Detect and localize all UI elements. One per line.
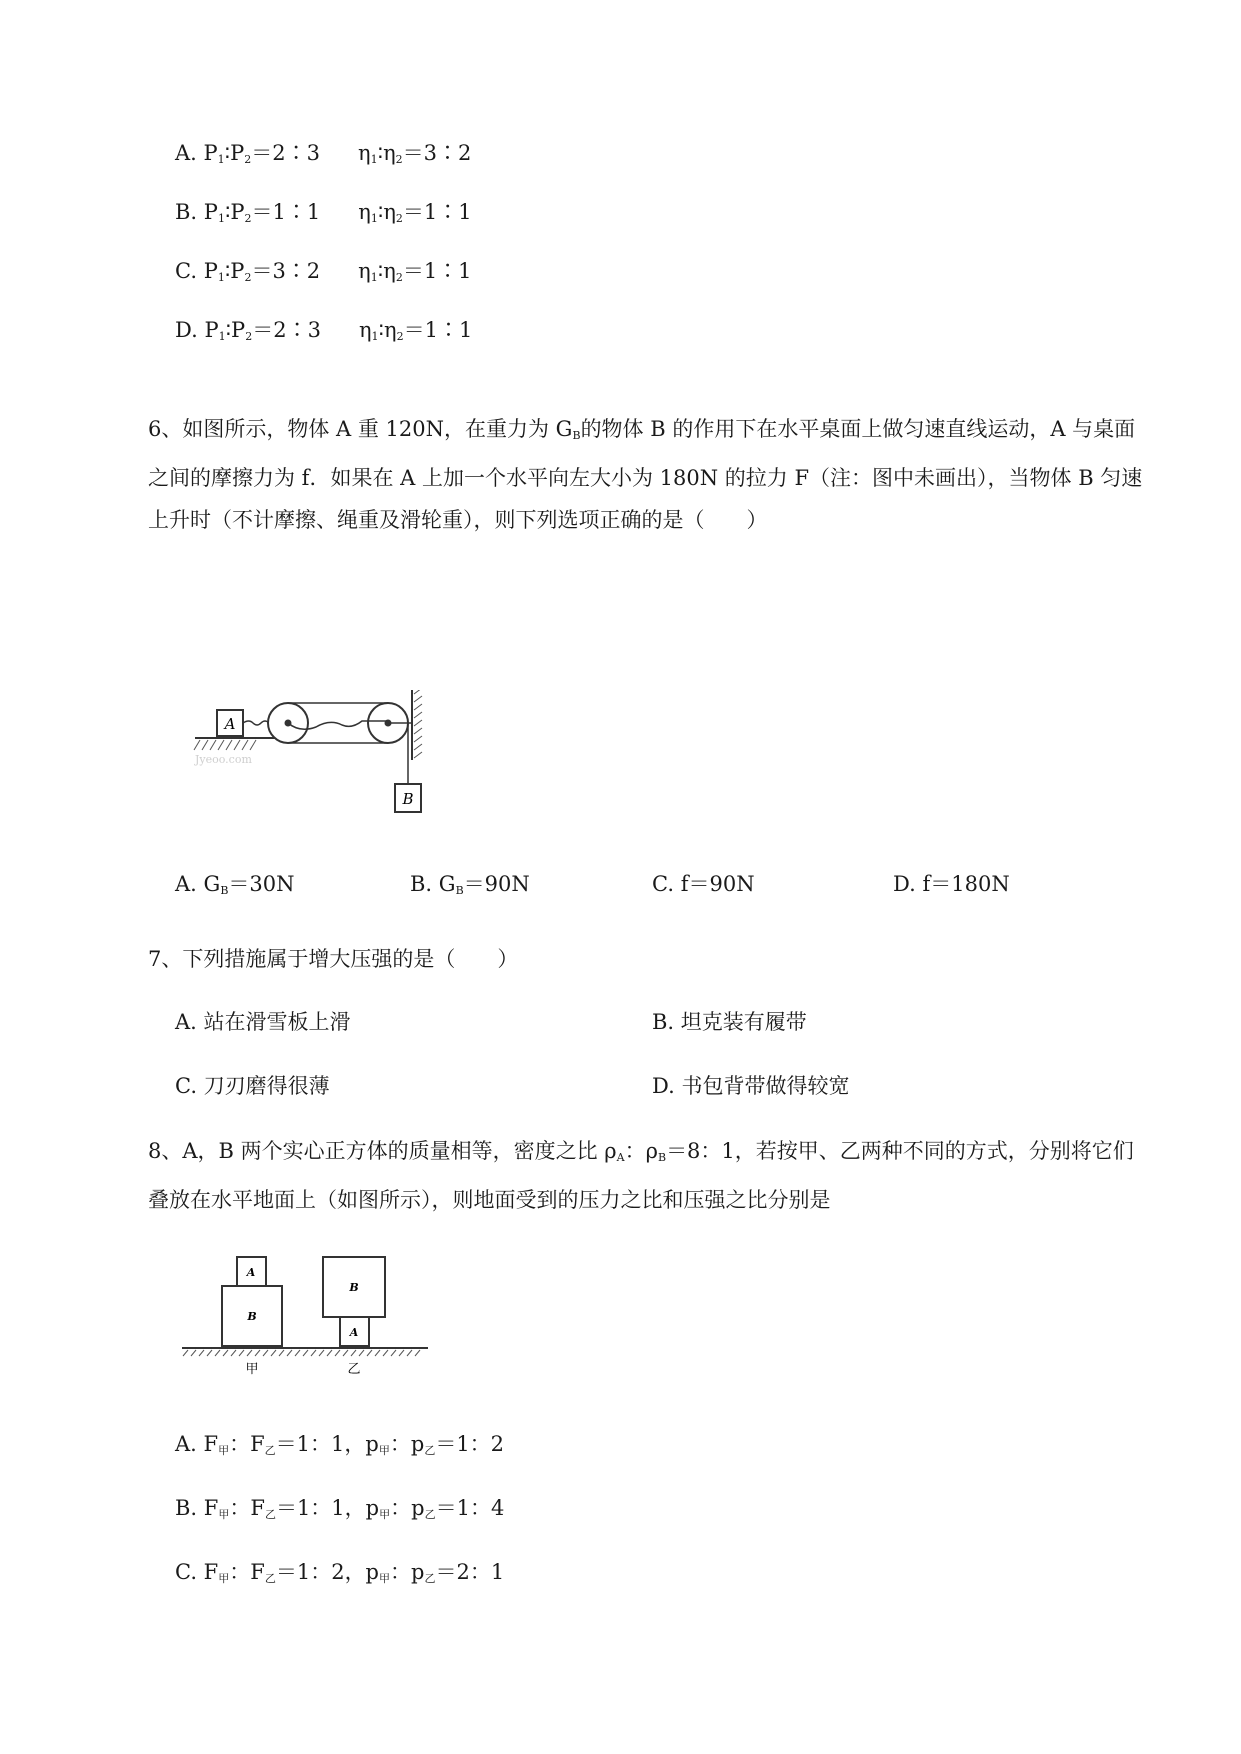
q7-option-c — [175, 1070, 330, 1102]
q7-stem: 7、下列措施属于增大压强的是（ ） — [148, 947, 519, 971]
pulley-diagram — [190, 690, 450, 825]
option-pre: G — [438, 872, 456, 896]
eta-ratio: 3∶2 — [423, 141, 472, 165]
pressure-ratio: 2：1 — [456, 1560, 505, 1584]
option-post: ＝30N — [228, 872, 295, 896]
eta-ratio: 1∶1 — [423, 259, 472, 283]
option-pre: f — [680, 872, 689, 896]
option-letter: D. — [175, 318, 198, 342]
yi-label: 乙 — [347, 1362, 361, 1377]
q6-text-2: 的物体 B 的作用下在水平桌面上做匀速直线运动，A 与桌面之间的摩擦力为 f．如果在 A 上加一个水平向左大小为 180N 的拉力 F（注：图中未画出），当物体 B 匀速上升时（不计摩擦、绳重及滑轮重），则下列选项正确的是（ ） — [148, 417, 1143, 532]
option-text: 刀刃磨得很薄 — [203, 1074, 330, 1098]
q6-sub-b: B — [572, 429, 581, 442]
watermark: Jyeoo.com — [195, 753, 252, 766]
option-letter: A. — [175, 872, 197, 896]
option-letter: D. — [652, 1074, 675, 1098]
option-formula: $P_1∶P_2=3∶2$ $\eta_1∶\eta_2=1∶1$ — [203, 259, 472, 284]
rope-a — [243, 721, 269, 725]
option-letter: A. — [175, 1432, 197, 1456]
block-a-label: A — [224, 715, 236, 733]
q6-option-c — [652, 868, 755, 900]
q5-option-a — [175, 137, 471, 176]
option-formula: $P_1∶P_2=1∶1$ $\eta_1∶\eta_2=1∶1$ — [203, 200, 472, 225]
q8-text-1: 8、A，B 两个实心正方体的质量相等，密度之比 ρ — [148, 1139, 617, 1163]
block-b-label: B — [402, 790, 414, 808]
q8-option-c: C. $F_甲$：$F_乙=1$：2，$p_甲$：$p_乙=2$：1 — [175, 1560, 505, 1585]
pressure-ratio: 1：4 — [456, 1496, 505, 1520]
option-sub: B — [220, 884, 229, 897]
q6-text-1: 6、如图所示，物体 A 重 120N，在重力为 G — [148, 417, 573, 441]
option-letter: C. — [175, 1074, 197, 1098]
option-letter: A. — [175, 1010, 197, 1034]
q8-text-3: ＝8：1，若按甲、乙两种不同的方式，分别将它们叠放在水平地面上（如图所示），则地面受到的压力之比和压强之比分别是 — [148, 1139, 1134, 1212]
force-ratio: 1：1 — [296, 1432, 345, 1456]
ground-hatching — [183, 1350, 420, 1356]
eta-ratio: 1∶1 — [424, 318, 473, 342]
option-text: 书包背带做得较宽 — [681, 1074, 850, 1098]
option-pre: f — [922, 872, 931, 896]
q8-sub-a: A — [616, 1151, 625, 1164]
option-post: ＝180N — [930, 872, 1010, 896]
q6-option-d — [893, 868, 1010, 900]
q8-text-2: ：ρ — [624, 1139, 658, 1163]
yi-block-a-label: A — [349, 1326, 359, 1339]
jia-label: 甲 — [245, 1362, 259, 1377]
force-ratio: 1：2 — [296, 1560, 345, 1584]
q8-sub-b: B — [657, 1151, 667, 1164]
option-letter: B. — [175, 200, 198, 224]
p-ratio: 2∶3 — [273, 318, 321, 342]
option-letter: C. — [652, 872, 674, 896]
q7-option-b — [652, 1006, 807, 1038]
jia-block-a-label: A — [246, 1266, 256, 1279]
jia-block-b-label: B — [247, 1310, 257, 1323]
q7-option-a — [175, 1006, 351, 1038]
option-letter: C. — [175, 259, 197, 283]
p-ratio: 1∶1 — [272, 200, 321, 224]
pressure-ratio: 1：2 — [456, 1432, 505, 1456]
p-ratio: 2∶3 — [272, 141, 321, 165]
q8-stacking-figure — [180, 1255, 430, 1380]
p-ratio: 3∶2 — [272, 259, 321, 283]
table-hatching — [194, 740, 256, 750]
option-letter: C. — [175, 1560, 197, 1584]
option-post: ＝90N — [688, 872, 755, 896]
force-ratio: 1：1 — [296, 1496, 345, 1520]
option-post: ＝90N — [463, 872, 530, 896]
option-text: 站在滑雪板上滑 — [203, 1010, 351, 1034]
eta-ratio: 1∶1 — [423, 200, 472, 224]
option-sub: B — [455, 884, 464, 897]
wall-hatching — [414, 690, 422, 758]
q6-option-a — [175, 868, 295, 907]
q7-option-d — [652, 1070, 849, 1102]
q5-option-d — [175, 314, 472, 353]
q5-option-b — [175, 196, 472, 235]
q6-pulley-figure — [190, 690, 450, 825]
q8-stem — [148, 1130, 1148, 1221]
stacking-diagram — [180, 1255, 430, 1380]
yi-block-b-label: B — [349, 1281, 359, 1294]
option-letter: B. — [652, 1010, 675, 1034]
option-letter: A. — [175, 141, 197, 165]
option-letter: D. — [893, 872, 916, 896]
option-pre: G — [203, 872, 221, 896]
q8-option-a: A. $F_甲$：$F_乙=1$：1，$p_甲$：$p_乙=1$：2 — [175, 1432, 505, 1457]
option-letter: B. — [175, 1496, 198, 1520]
q5-option-c — [175, 255, 472, 294]
option-formula: $P_1∶P_2=2∶3$ $\eta_1∶\eta_2=1∶1$ — [204, 318, 473, 343]
option-text: 坦克装有履带 — [680, 1010, 807, 1034]
option-formula: $P_1∶P_2=2∶3$ $\eta_1∶\eta_2=3∶2$ — [203, 141, 472, 166]
option-letter: B. — [410, 872, 433, 896]
q8-option-b: B. $F_甲$：$F_乙=1$：1，$p_甲$：$p_乙=1$：4 — [175, 1496, 505, 1521]
q6-stem — [148, 408, 1148, 541]
q6-option-b — [410, 868, 530, 907]
